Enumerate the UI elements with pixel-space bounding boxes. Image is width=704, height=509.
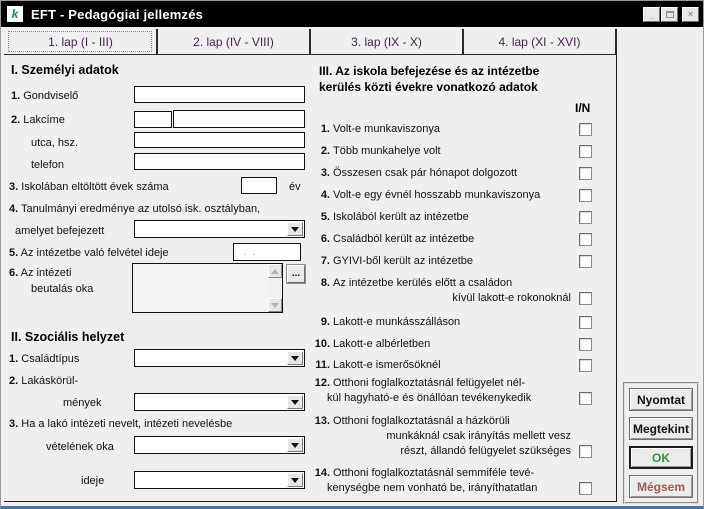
checklist-row: 13. Otthoni foglalkoztatásnál a házkörüli munkáknál csak irányítás mellett vesz részt, állandó felügyelet szükséges bbox=[313, 414, 573, 459]
checkbox-item-14[interactable] bbox=[579, 482, 592, 495]
tab-4-lap[interactable] bbox=[464, 29, 617, 54]
chevron-down-icon bbox=[291, 443, 299, 448]
field-label-lakaskorul-1 bbox=[9, 375, 78, 388]
checklist-row: 14. Otthoni foglalkoztatásnál semmiféle tevé- kenységbe nem vonható be, irányíthatatlan bbox=[313, 466, 573, 496]
field-label-telefon: telefon bbox=[31, 159, 65, 171]
minimize-button[interactable] bbox=[643, 7, 660, 22]
tab-1-lap[interactable] bbox=[5, 29, 158, 54]
checkbox-item-1[interactable] bbox=[579, 123, 592, 136]
field-number: 2. bbox=[9, 375, 19, 387]
checklist-row: 2. Több munkahelye volt bbox=[313, 144, 573, 159]
app-icon: k bbox=[7, 6, 23, 22]
utca-input[interactable] bbox=[134, 132, 305, 148]
field-number: 3. bbox=[9, 181, 19, 193]
field-text: Családtípus bbox=[21, 353, 80, 365]
field-number: 1. bbox=[9, 353, 19, 365]
checkbox-item-13[interactable] bbox=[579, 445, 592, 458]
close-icon: × bbox=[687, 8, 694, 19]
field-text: Lakáskörül- bbox=[21, 375, 79, 387]
checklist-row: 6. Családból került az intézetbe bbox=[313, 232, 573, 247]
field-text: Ha a lakó intézeti nevelt, intézeti nevelésbe bbox=[21, 418, 233, 430]
tab-label: 4. lap (XI - XVI) bbox=[498, 34, 581, 49]
tab-label: 3. lap (IX - X) bbox=[351, 34, 422, 49]
memo-scrollbar[interactable] bbox=[268, 264, 282, 312]
maximize-icon bbox=[666, 11, 674, 18]
field-label-lakcime bbox=[11, 114, 65, 127]
arrow-up-icon bbox=[271, 269, 279, 274]
field-text: Lakcíme bbox=[23, 114, 65, 126]
checklist-row: 8. Az intézetbe kerülés előtt a családon kívül lakott-e rokonoknál bbox=[313, 276, 573, 306]
field-label-ideje: ideje bbox=[81, 475, 105, 487]
dropdown-button[interactable] bbox=[287, 473, 303, 487]
field-number: 2. bbox=[11, 114, 21, 126]
checkbox-item-5[interactable] bbox=[579, 211, 592, 224]
section-heading-szocialis: II. Szociális helyzet bbox=[11, 330, 125, 344]
field-number: 4. bbox=[9, 203, 19, 215]
checklist-row: 1. Volt-e munkaviszonya bbox=[313, 122, 573, 137]
field-label-neveles-2: vételének oka bbox=[46, 441, 114, 453]
field-text: Az intézetbe való felvétel ideje bbox=[20, 247, 169, 259]
telefon-input[interactable] bbox=[134, 153, 305, 170]
field-label-neveles-1 bbox=[9, 418, 232, 431]
print-button[interactable]: Nyomtat bbox=[629, 388, 693, 411]
tab-label: 2. lap (IV - VIII) bbox=[193, 34, 274, 49]
checklist-row: 11. Lakott-e ismerősöknél bbox=[313, 358, 573, 373]
checkbox-item-7[interactable] bbox=[579, 255, 592, 268]
dropdown-button[interactable] bbox=[287, 395, 303, 409]
field-label-beutalas-1 bbox=[9, 267, 71, 280]
checkbox-item-3[interactable] bbox=[579, 167, 592, 180]
field-number: 5. bbox=[9, 247, 19, 259]
field-label-gondviselo bbox=[11, 90, 78, 103]
scroll-down-button[interactable] bbox=[268, 298, 282, 312]
checkbox-item-9[interactable] bbox=[579, 316, 592, 329]
field-label-tanulmanyi-2: amelyet befejezett bbox=[15, 225, 105, 237]
checklist-row: 12. Otthoni foglalkoztatásnál felügyelet nél- kül hagyható-e és önállóan tevékenykedik bbox=[313, 376, 573, 406]
dropdown-button[interactable] bbox=[287, 222, 303, 236]
checkbox-item-4[interactable] bbox=[579, 189, 592, 202]
neveles-ideje-dropdown[interactable] bbox=[134, 471, 305, 489]
section-heading-iskola-1: III. Az iskola befejezése és az intézetbe bbox=[319, 64, 540, 78]
checkbox-item-10[interactable] bbox=[579, 338, 592, 351]
scroll-up-button[interactable] bbox=[268, 264, 282, 278]
lakcime-zip-input[interactable] bbox=[134, 111, 172, 128]
neveles-oka-dropdown[interactable] bbox=[134, 436, 305, 454]
field-text: Az intézeti bbox=[20, 267, 72, 279]
field-label-beutalas-2: beutalás oka bbox=[31, 283, 94, 295]
chevron-down-icon bbox=[291, 400, 299, 405]
gondviselo-input[interactable] bbox=[134, 86, 305, 103]
tanulmanyi-dropdown[interactable] bbox=[134, 220, 305, 238]
chevron-down-icon bbox=[291, 478, 299, 483]
evek-szama-input[interactable] bbox=[241, 177, 277, 194]
field-number: 3. bbox=[9, 418, 19, 430]
tab-bar bbox=[5, 29, 617, 54]
dropdown-button[interactable] bbox=[287, 351, 303, 365]
section-heading-personal: I. Személyi adatok bbox=[11, 63, 119, 77]
field-label-utca: utca, hsz. bbox=[31, 137, 79, 149]
arrow-down-icon bbox=[271, 303, 279, 308]
in-column-header: I/N bbox=[575, 101, 591, 115]
chevron-down-icon bbox=[291, 227, 299, 232]
field-label-lakaskorul-2: mények bbox=[63, 397, 102, 409]
field-label-evek-szama bbox=[9, 181, 169, 194]
section-heading-iskola-2: kerülés közti évekre vonatkozó adatok bbox=[319, 80, 538, 94]
beutalas-oka-memo[interactable] bbox=[132, 263, 283, 313]
window-title: EFT - Pedagógiai jellemzés bbox=[31, 6, 204, 22]
lakcime-city-input[interactable] bbox=[173, 110, 305, 128]
field-number: 6. bbox=[9, 267, 19, 279]
ev-suffix-label: év bbox=[289, 181, 301, 193]
field-label-csaladtipus bbox=[9, 353, 79, 366]
checklist-row: 5. Iskolából került az intézetbe bbox=[313, 210, 573, 225]
field-text: Iskolában eltöltött évek száma bbox=[21, 181, 169, 193]
tab-label: 1. lap (I - III) bbox=[48, 34, 113, 49]
checkbox-item-8[interactable] bbox=[579, 292, 592, 305]
checklist-row: 9. Lakott-e munkásszálláson bbox=[313, 315, 573, 330]
close-button[interactable] bbox=[682, 7, 699, 22]
maximize-button[interactable] bbox=[661, 7, 678, 22]
checklist-row: 4. Volt-e egy évnél hosszabb munkaviszonya bbox=[313, 188, 573, 203]
dropdown-button[interactable] bbox=[287, 438, 303, 452]
lakaskorulmenyek-dropdown[interactable] bbox=[134, 393, 305, 411]
checklist-row: 7. GYIVI-ből került az intézetbe bbox=[313, 254, 573, 269]
minimize-icon: _ bbox=[648, 9, 654, 20]
checkbox-item-6[interactable] bbox=[579, 233, 592, 246]
tab-3-lap[interactable] bbox=[311, 29, 464, 54]
field-text: Gondviselő bbox=[23, 90, 79, 102]
checkbox-item-12[interactable] bbox=[579, 392, 592, 405]
ok-button[interactable]: OK bbox=[629, 446, 693, 469]
checkbox-item-11[interactable] bbox=[579, 359, 592, 372]
checklist-row: 3. Összesen csak pár hónapot dolgozott bbox=[313, 166, 573, 181]
chevron-down-icon bbox=[291, 356, 299, 361]
field-label-tanulmanyi-1 bbox=[9, 203, 260, 216]
beutalas-more-button[interactable]: ... bbox=[287, 265, 305, 283]
tab-2-lap[interactable] bbox=[158, 29, 311, 54]
field-label-felvetel bbox=[9, 247, 169, 260]
preview-button[interactable]: Megtekint bbox=[629, 417, 693, 440]
felvetel-date-input[interactable] bbox=[233, 243, 301, 261]
title-bar[interactable] bbox=[1, 1, 703, 27]
checkbox-item-2[interactable] bbox=[579, 145, 592, 158]
checklist-row: 10. Lakott-e albérletben bbox=[313, 337, 573, 352]
field-text: Tanulmányi eredménye az utolsó isk. osztályban, bbox=[21, 203, 261, 215]
cancel-button[interactable]: Mégsem bbox=[629, 475, 693, 498]
field-number: 1. bbox=[11, 90, 21, 102]
csaladtipus-dropdown[interactable] bbox=[134, 349, 305, 367]
